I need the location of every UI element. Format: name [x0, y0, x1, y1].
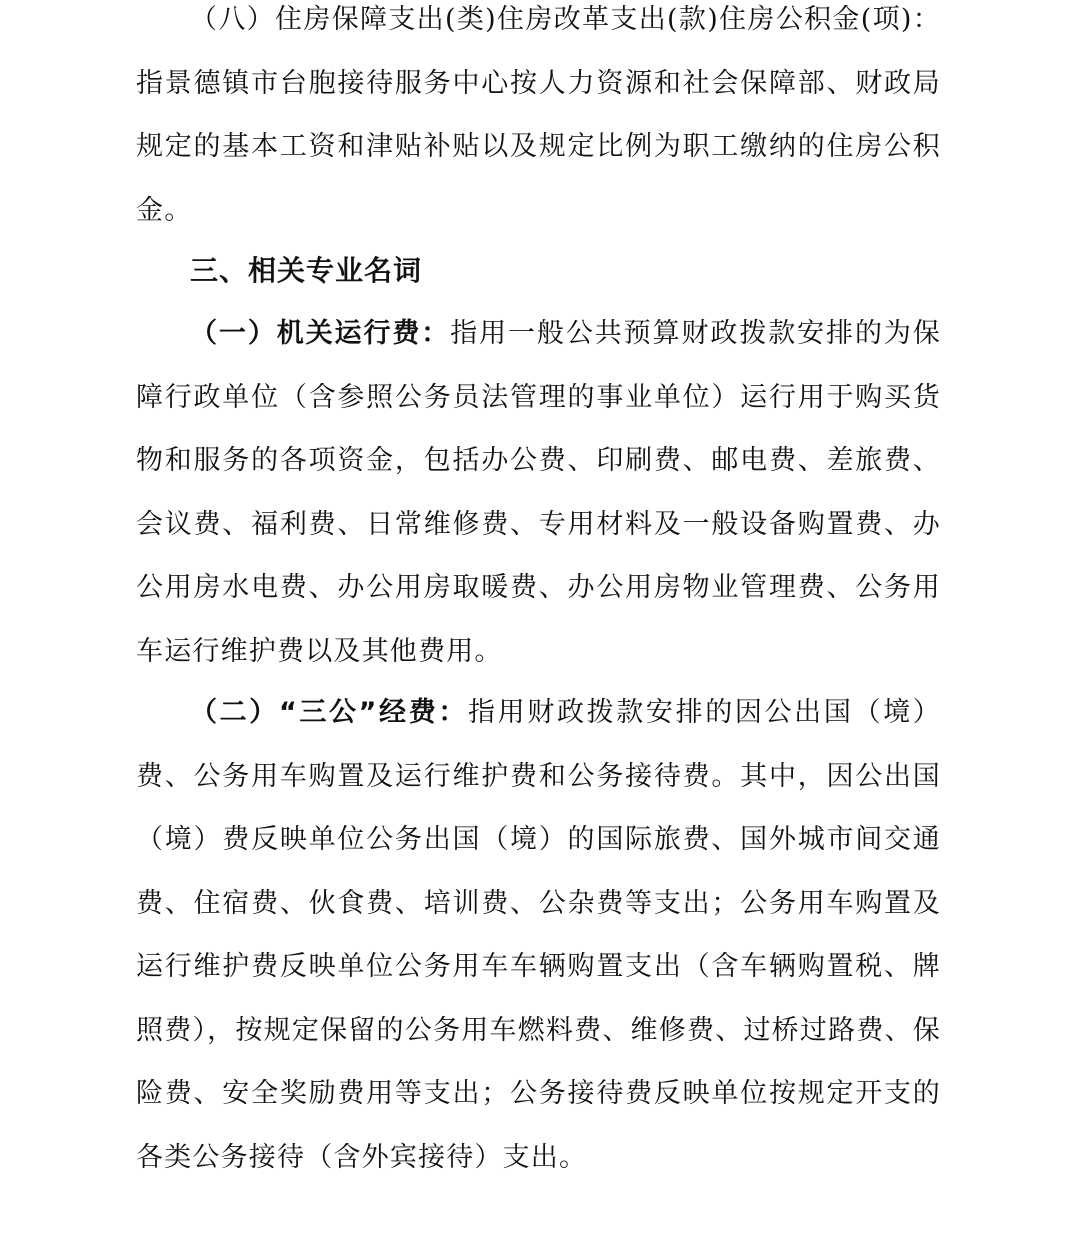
section-heading-related-terms: 三、相关专业名词 [190, 254, 423, 287]
term-three-public-text: 指用财政拨款安排的因公出国（境）费、公务用车购置及运行维护费和公务接待费。其中，因公出国（境）费反映单位公务出国（境）的国际旅费、国外城市间交通费、住宿费、伙食费、培训费、公杂费等支出；公务用车购置及运行维护费反映单位公务用车车辆购置支出（含车辆购置税、牌照费），按规定保留的公务用车燃料费、维修费、过桥过路费、保险费、安全奖励费用等支出；公务接待费反映单位按规定开支的各类公务接待（含外宾接待）支出。 [136, 697, 941, 1173]
term-operating-cost-label: （一）机关运行费： [190, 318, 451, 349]
paragraph-term-three-public [136, 681, 941, 1189]
term-operating-cost-text: 指用一般公共预算财政拨款安排的为保障行政单位（含参照公务员法管理的事业单位）运行用于购买货物和服务的各项资金，包括办公费、印刷费、邮电费、差旅费、会议费、福利费、日常维修费、专用材料及一般设备购置费、办公用房水电费、办公用房取暖费、办公用房物业管理费、公务用车运行维护费以及其他费用。 [136, 318, 941, 667]
paragraph-term-operating-cost [136, 302, 941, 683]
term-three-public-label: （二）“三公”经费： [190, 697, 469, 728]
housing-fund-text: （八）住房保障支出(类)住房改革支出(款)住房公积金(项)：指景德镇市台胞接待服务中心按人力资源和社会保障部、财政局规定的基本工资和津贴补贴以及规定比例为职工缴纳的住房公积金。 [136, 4, 941, 226]
paragraph-housing-fund [136, 0, 941, 242]
